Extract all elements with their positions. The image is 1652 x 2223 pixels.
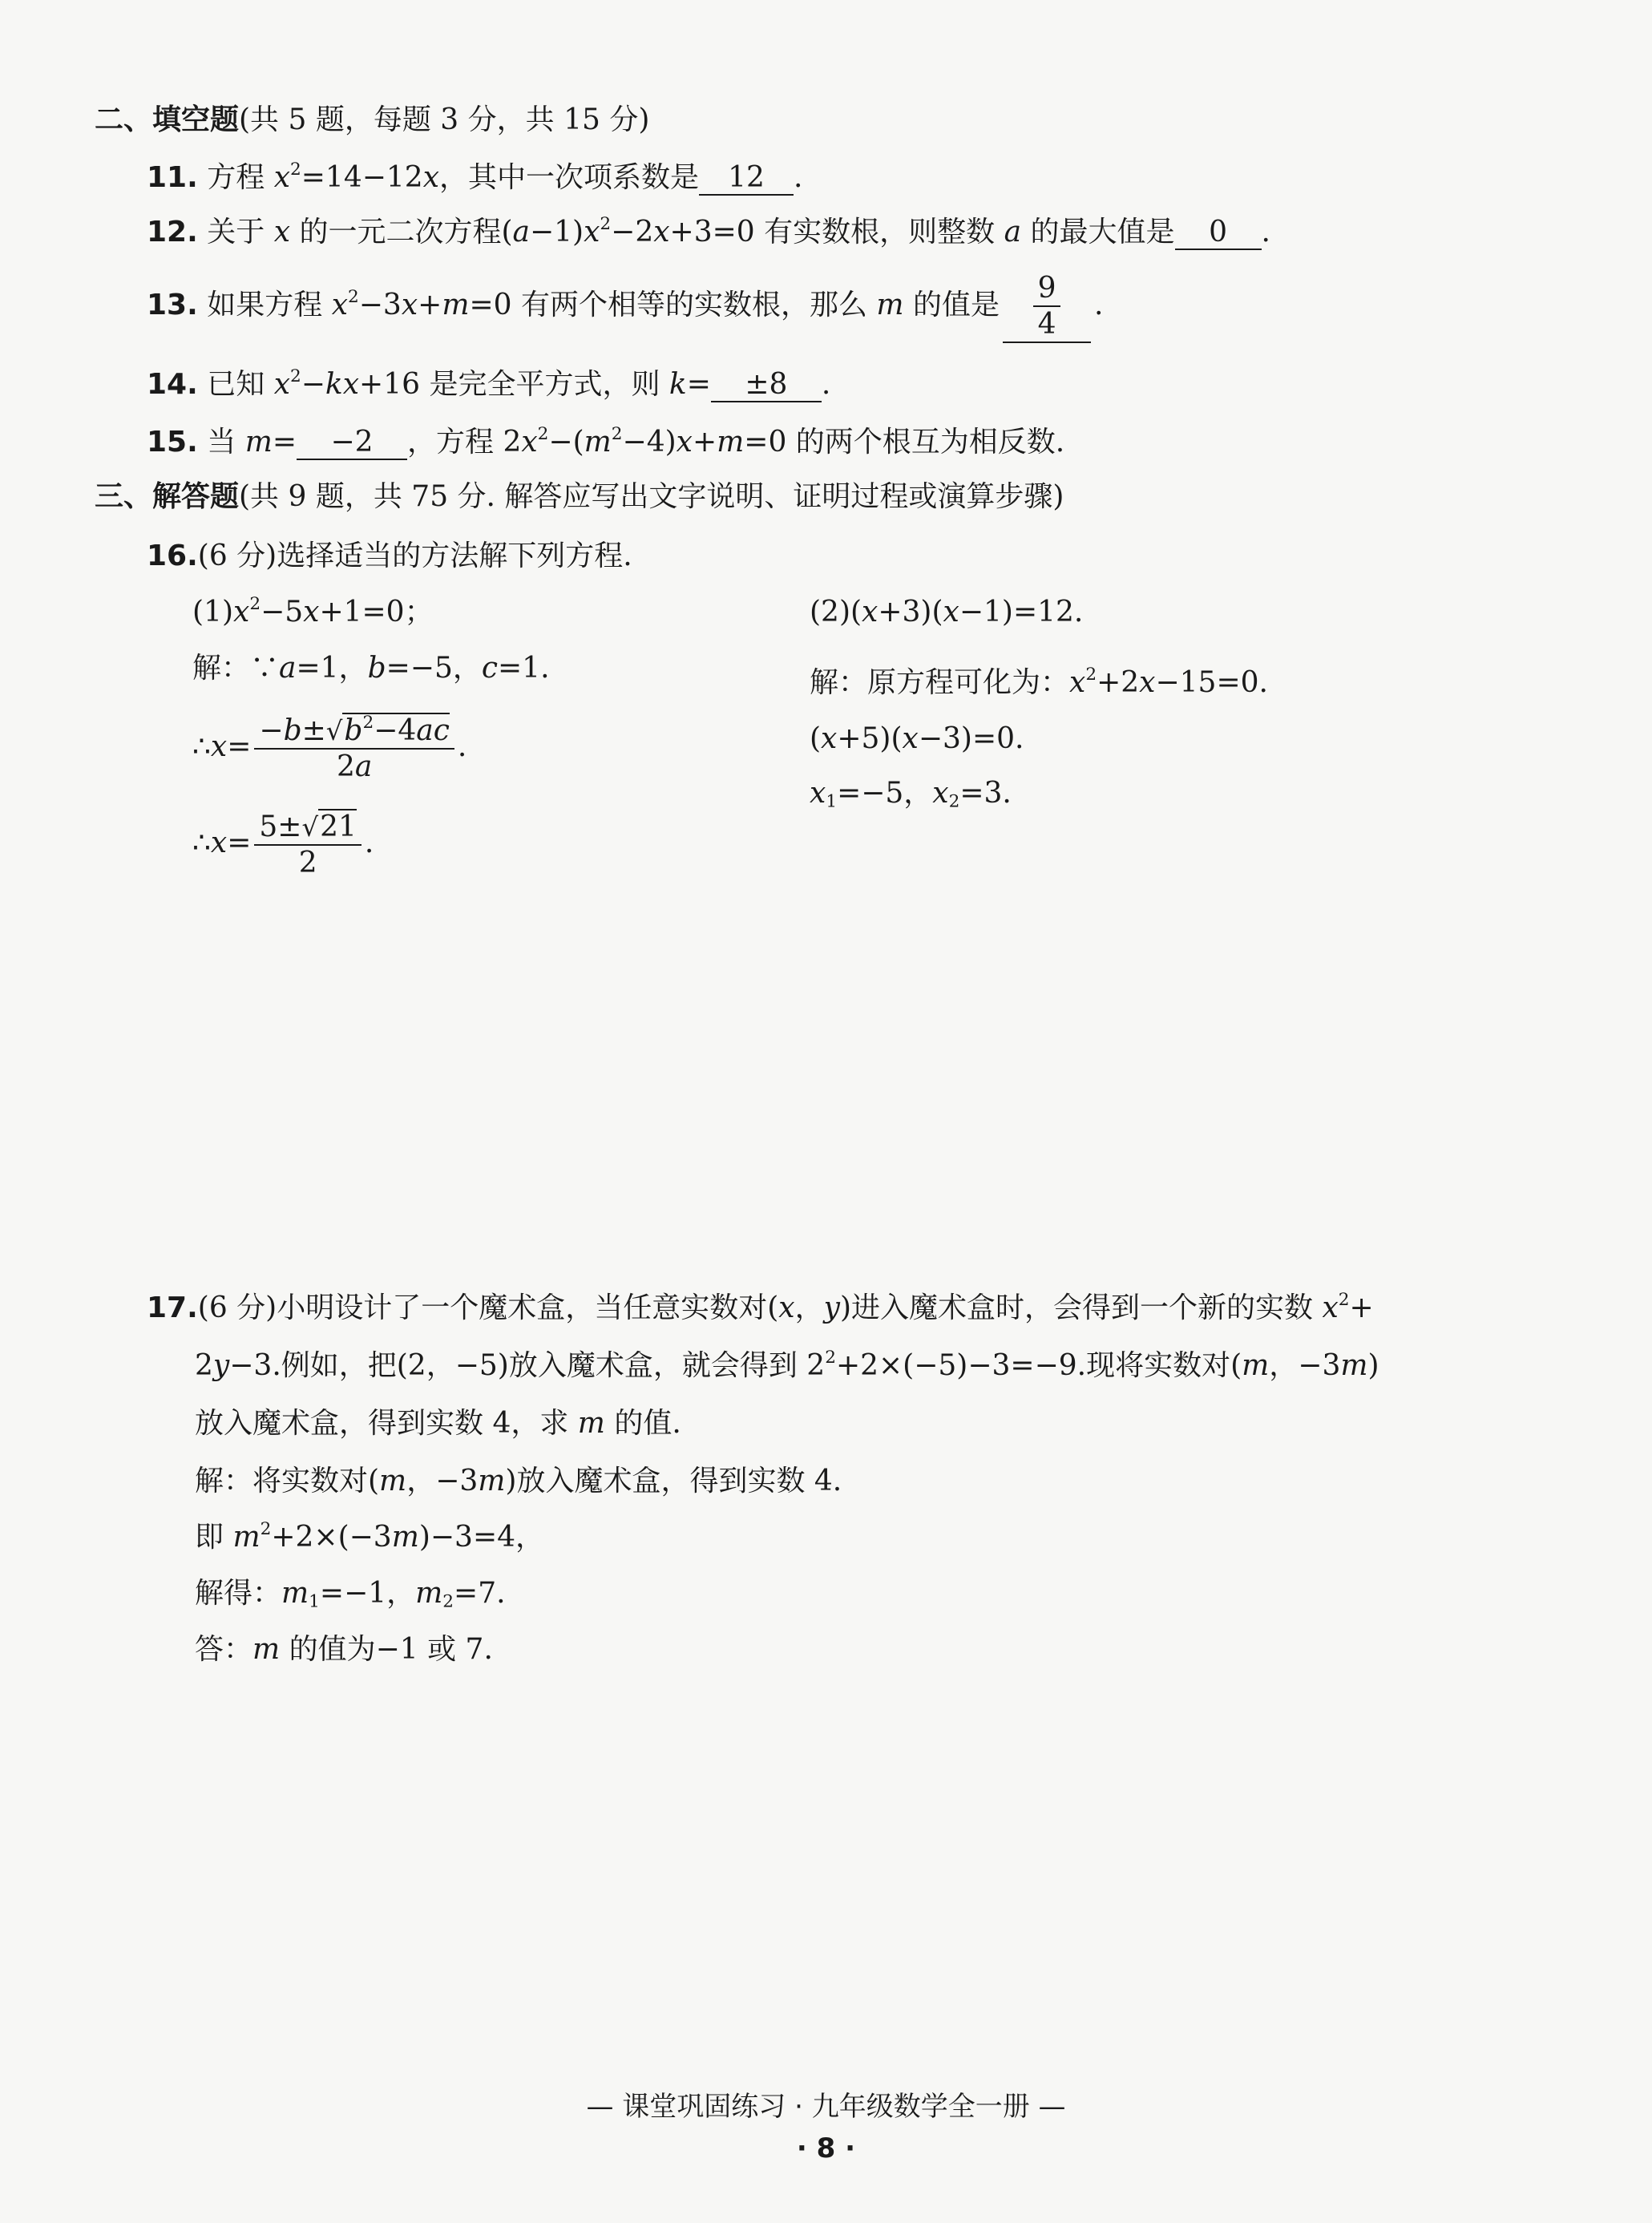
question-number: 13. — [147, 289, 198, 322]
solution-text: 解：原方程可化为： — [810, 666, 1070, 699]
question-number: 12. — [147, 216, 198, 249]
question-text: 方程 — [207, 161, 274, 194]
question-17-line2: 2y−3.例如，把(2，−5)放入魔术盒，就会得到 $2^2+2\times(-5)-3=-9$.现将实数对(m，−3m) — [195, 1347, 1379, 1382]
section3-note: (共 9 题，共 75 分. 解答应写出文字说明、证明过程或演算步骤) — [239, 480, 1064, 513]
solution-fraction: $\frac{5\pm√21}{2}$ — [254, 810, 362, 880]
section2-heading — [95, 103, 649, 137]
q17-sol-line4: 答：m 的值为−1 或 7. — [195, 1633, 493, 1666]
period: . — [821, 368, 831, 401]
question-number: 14. — [147, 368, 198, 401]
question-text: 已知 — [207, 368, 274, 401]
question-text: 的最大值是 — [1021, 216, 1175, 249]
part-label: (2) — [810, 596, 850, 629]
question-text: 例如，把(2，−5)放入魔术盒，就会得到 — [281, 1349, 798, 1382]
solution-text: 即 — [195, 1521, 233, 1554]
period: . — [1261, 216, 1270, 249]
question-text: 进入魔术盒时，会得到一个新的实数 — [851, 1291, 1314, 1324]
question-text: 现将实数对 — [1086, 1349, 1231, 1382]
question-number: 17. — [147, 1291, 198, 1324]
solution-text: 答： — [195, 1633, 253, 1666]
period: . — [794, 161, 803, 194]
q17-sol-line2: 即 $m^2+2\times(-3m)-3=4$， — [195, 1518, 545, 1554]
section2-note: (共 5 题，每题 3 分，共 15 分) — [239, 103, 650, 136]
numerator: 9 — [1037, 272, 1056, 305]
section2-title: 二、填空题 — [95, 103, 240, 136]
q16-sol2-line3: $x_1=-5$，$x_2=3$. — [810, 777, 1012, 812]
question-number: 11. — [147, 161, 198, 194]
question-text: 如果方程 — [207, 289, 332, 322]
question-11: 11. 方程 $x^2=14-12x$，其中一次项系数是 12 . — [147, 159, 803, 194]
solution-text: )放入魔术盒，得到实数 4. — [505, 1465, 842, 1497]
question-13: 13. 如果方程 $x^2-3x+m=0$ 有两个相等的实数根，那么 m 的值是 $\frac{9}{4}$ . — [147, 271, 1103, 343]
question-text: 的值. — [604, 1407, 681, 1440]
q16-sol1-line1: 解：∵a=1，b=−5，c=1. — [192, 652, 550, 685]
answer-blank: 12 — [699, 162, 794, 196]
question-12: 12. 关于 x 的一元二次方程$(a-1)x^2-2x+3=0$ 有实数根，则整数 a 的最大值是 0 . — [147, 213, 1270, 249]
question-text: 的值是 — [903, 289, 1000, 322]
q17-sol-line1: 解：将实数对(m，−3m)放入魔术盒，得到实数 4. — [195, 1465, 842, 1497]
answer-blank: ±8 — [711, 369, 822, 402]
answer-fraction — [1003, 271, 1091, 343]
question-text: 的两个根互为相反数. — [786, 426, 1065, 459]
q16-sol1-line3: ∴x= $\frac{5\pm√21}{2}$ . — [192, 810, 374, 880]
section3-heading — [95, 479, 1064, 514]
points: (6 分) — [197, 1291, 277, 1324]
solution-text: 解：将实数对( — [195, 1465, 380, 1497]
question-text: 的一元二次方程 — [290, 216, 502, 249]
q16-sol2-line1: 解：原方程可化为：$x^2+2x-15=0$. — [810, 664, 1268, 699]
answer-blank: −2 — [297, 426, 407, 460]
question-text: 选择适当的方法解下列方程. — [277, 540, 632, 572]
question-number: 16. — [147, 540, 198, 572]
question-text: ，其中一次项系数是 — [439, 161, 700, 194]
denominator: 4 — [1033, 305, 1061, 342]
q16-sol2-line2: (x+5)(x−3)=0. — [810, 722, 1024, 755]
question-number: 15. — [147, 426, 198, 459]
question-17-line3: 放入魔术盒，得到实数 4，求 m 的值. — [195, 1407, 681, 1440]
question-text: 当 — [207, 426, 245, 459]
question-15: 15. 当 m= −2 ，方程 $2x^2-(m^2-4)x+m=0$ 的两个根互为相反数. — [147, 423, 1065, 459]
part-label: (1) — [192, 596, 233, 629]
q16-sol1-line2: ∴x= $\frac{-b\pm√b^2-4ac}{2a}$ . — [192, 712, 467, 784]
period: . — [1094, 289, 1104, 322]
question-14: 14. 已知 $x^2-kx+16$ 是完全平方式，则 k= ±8 . — [147, 366, 831, 401]
quadratic-formula: $\frac{-b\pm√b^2-4ac}{2a}$ — [254, 713, 454, 784]
q17-sol-line3: 解得：$m_1=-1$，$m_2=7$. — [195, 1577, 506, 1612]
question-text: 是完全平方式，则 — [420, 368, 669, 401]
question-16 — [147, 539, 632, 573]
q16-part2: (2)(x+3)(x−1)=12. — [810, 596, 1084, 629]
points: (6 分) — [197, 540, 277, 572]
solution-text: 解：∵ — [192, 652, 280, 685]
question-17-line1: 17.(6 分)小明设计了一个魔术盒，当任意实数对(x，y)进入魔术盒时，会得到一个新的实数 $x^2+$ — [147, 1289, 1374, 1324]
question-text: 小明设计了一个魔术盒，当任意实数对 — [277, 1291, 768, 1324]
footer-title: — 课堂巩固练习 · 九年级数学全一册 — — [586, 2091, 1066, 2123]
question-text: 放入魔术盒，得到实数 4，求 — [195, 1407, 578, 1440]
q16-part1: $(1)x^2-5x+1=0$； — [192, 593, 434, 629]
solution-text: 的值为−1 或 7. — [280, 1633, 493, 1666]
question-text: ，方程 — [407, 426, 503, 459]
solution-text: 解得： — [195, 1577, 282, 1610]
question-text: 有两个相等的实数根，那么 — [511, 289, 877, 322]
question-text: 有实数根，则整数 — [764, 216, 1004, 249]
section3-title: 三、解答题 — [95, 480, 240, 513]
answer-blank: 0 — [1175, 216, 1262, 250]
page-number: · 8 · — [796, 2132, 856, 2164]
question-text: 关于 — [207, 216, 274, 249]
